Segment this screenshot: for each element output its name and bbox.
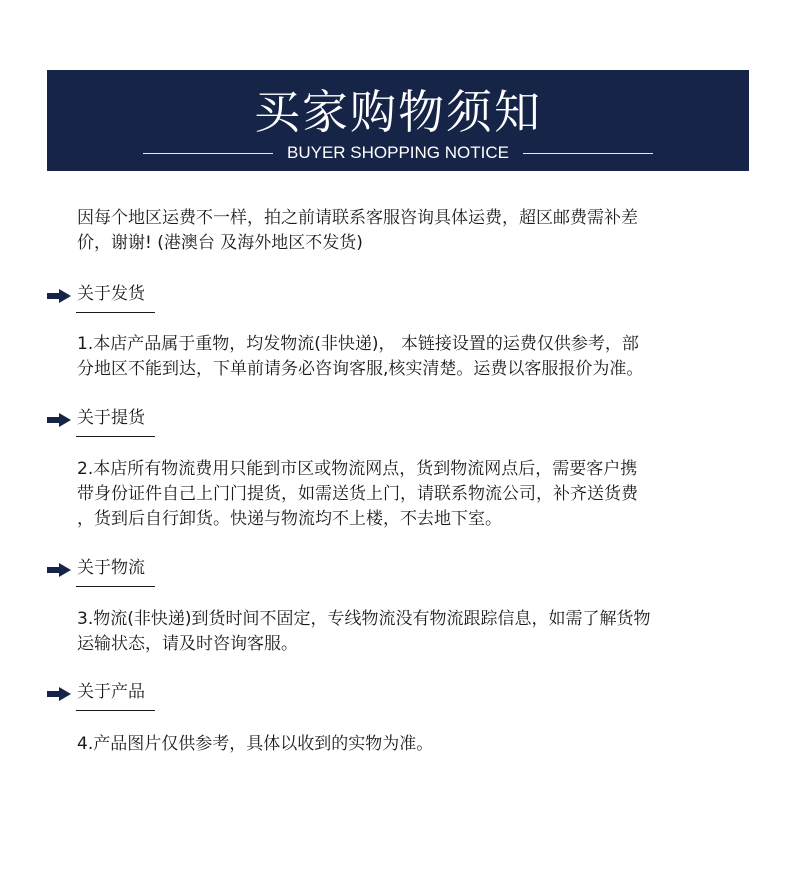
- arrow-right-icon: [47, 289, 71, 303]
- section-heading-label: 关于产品: [77, 682, 145, 702]
- banner-divider-right: [523, 153, 653, 154]
- arrow-right-icon: [47, 687, 71, 701]
- intro-line: 价，谢谢! (港澳台 及海外地区不发货): [77, 233, 363, 253]
- paragraph-line: 2.本店所有物流费用只能到市区或物流网点，货到物流网点后，需要客户携: [77, 459, 638, 479]
- paragraph-line: 带身份证件自己上门门提货，如需送货上门，请联系物流公司，补齐送货费: [77, 484, 638, 504]
- section-paragraph-logistics: [77, 607, 757, 657]
- arrow-right-icon: [47, 413, 71, 427]
- banner-subtitle: BUYER SHOPPING NOTICE: [287, 143, 509, 162]
- heading-underline: [76, 436, 155, 437]
- heading-underline: [76, 710, 155, 711]
- paragraph-line: 3.物流(非快递)到货时间不固定，专线物流没有物流跟踪信息，如需了解货物: [77, 609, 651, 629]
- paragraph-line: ，货到后自行卸货。快递与物流均不上楼，不去地下室。: [77, 509, 502, 529]
- banner-subtitle-row: [47, 143, 749, 163]
- banner-divider-left: [143, 153, 273, 154]
- intro-line: 因每个地区运费不一样，拍之前请联系客服咨询具体运费，超区邮费需补差: [77, 208, 638, 228]
- section-heading-product: [47, 679, 145, 709]
- paragraph-line: 1.本店产品属于重物，均发物流(非快递)， 本链接设置的运费仅供参考，部: [77, 334, 639, 354]
- section-paragraph-pickup: [77, 457, 757, 532]
- banner-title: 买家购物须知: [254, 85, 542, 139]
- paragraph-line: 运输状态，请及时咨询客服。: [77, 634, 298, 654]
- notice-banner: [47, 70, 749, 171]
- section-heading-logistics: [47, 555, 145, 585]
- heading-underline: [76, 312, 155, 313]
- section-heading-pickup: [47, 405, 145, 435]
- section-paragraph-shipping: [77, 332, 757, 382]
- arrow-right-icon: [47, 563, 71, 577]
- heading-underline: [76, 586, 155, 587]
- paragraph-line: 分地区不能到达，下单前请务必咨询客服,核实清楚。运费以客服报价为准。: [77, 359, 644, 379]
- section-heading-label: 关于提货: [77, 408, 145, 428]
- intro-paragraph: [77, 206, 757, 256]
- section-heading-label: 关于物流: [77, 558, 145, 578]
- section-heading-shipping: [47, 281, 145, 311]
- section-heading-label: 关于发货: [77, 284, 145, 304]
- paragraph-line: 4.产品图片仅供参考，具体以收到的实物为准。: [77, 734, 434, 754]
- section-paragraph-product: [77, 732, 757, 757]
